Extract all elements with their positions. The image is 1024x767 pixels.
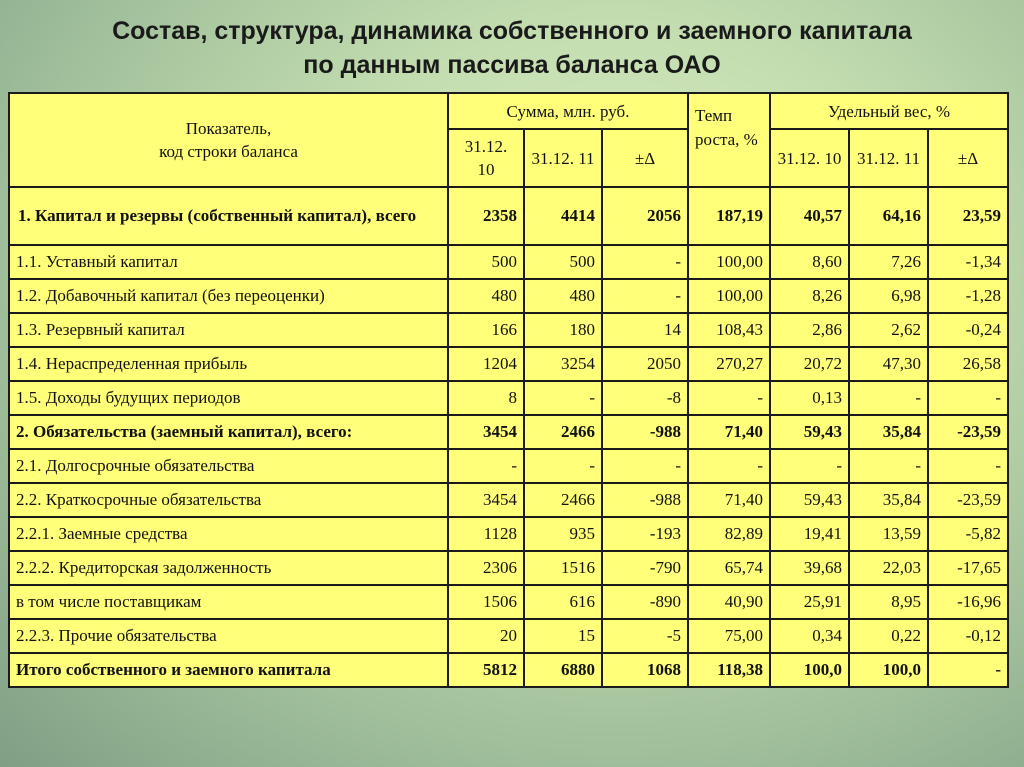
table-row: [9, 381, 1008, 415]
row-value: -988: [602, 415, 688, 449]
row-value: 480: [448, 279, 524, 313]
row-value: 3454: [448, 483, 524, 517]
row-value: -16,96: [928, 585, 1008, 619]
header-sum-2010: 31.12. 10: [448, 129, 524, 187]
row-value: -: [849, 381, 928, 415]
row-value: 5812: [448, 653, 524, 687]
row-value: 616: [524, 585, 602, 619]
row-value: 7,26: [849, 245, 928, 279]
row-label: 2. Обязательства (заемный капитал), всего:: [9, 415, 448, 449]
row-value: 64,16: [849, 187, 928, 245]
row-label: 1.5. Доходы будущих периодов: [9, 381, 448, 415]
table-row: [9, 483, 1008, 517]
row-value: -17,65: [928, 551, 1008, 585]
title-line-2: по данным пассива баланса ОАО: [303, 51, 721, 79]
row-value: 39,68: [770, 551, 849, 585]
row-value: 1506: [448, 585, 524, 619]
row-label: 1.3. Резервный капитал: [9, 313, 448, 347]
row-value: 4414: [524, 187, 602, 245]
row-value: 1516: [524, 551, 602, 585]
header-sum: Сумма, млн. руб.: [448, 93, 688, 129]
row-value: 35,84: [849, 415, 928, 449]
row-value: -193: [602, 517, 688, 551]
row-value: 47,30: [849, 347, 928, 381]
table-body: [9, 187, 1008, 687]
row-label: 2.2.3. Прочие обязательства: [9, 619, 448, 653]
row-value: 500: [448, 245, 524, 279]
row-value: 2,86: [770, 313, 849, 347]
row-value: 20: [448, 619, 524, 653]
row-value: 935: [524, 517, 602, 551]
row-value: 270,27: [688, 347, 770, 381]
row-label: 1.2. Добавочный капитал (без переоценки): [9, 279, 448, 313]
table-row: [9, 415, 1008, 449]
row-value: 2358: [448, 187, 524, 245]
row-value: 40,57: [770, 187, 849, 245]
row-value: 19,41: [770, 517, 849, 551]
row-value: 13,59: [849, 517, 928, 551]
row-value: 6880: [524, 653, 602, 687]
row-value: 82,89: [688, 517, 770, 551]
row-value: 1068: [602, 653, 688, 687]
table-row: [9, 245, 1008, 279]
row-label: 2.2.1. Заемные средства: [9, 517, 448, 551]
table-row: [9, 313, 1008, 347]
row-value: -: [928, 653, 1008, 687]
row-value: 0,34: [770, 619, 849, 653]
table-row: [9, 449, 1008, 483]
row-label: 1. Капитал и резервы (собственный капитал), всего: [9, 187, 448, 245]
table-row: [9, 517, 1008, 551]
row-value: 100,00: [688, 245, 770, 279]
row-value: 480: [524, 279, 602, 313]
row-value: -790: [602, 551, 688, 585]
row-value: -: [688, 449, 770, 483]
row-label: 2.2.2. Кредиторская задолженность: [9, 551, 448, 585]
row-value: -: [849, 449, 928, 483]
row-value: -1,28: [928, 279, 1008, 313]
row-value: 14: [602, 313, 688, 347]
row-value: 2,62: [849, 313, 928, 347]
row-label: 2.2. Краткосрочные обязательства: [9, 483, 448, 517]
row-label: 1.1. Уставный капитал: [9, 245, 448, 279]
row-label: Итого собственного и заемного капитала: [9, 653, 448, 687]
header-indicator-sub: код строки баланса: [159, 142, 298, 161]
row-value: 26,58: [928, 347, 1008, 381]
row-value: 100,0: [770, 653, 849, 687]
row-value: 166: [448, 313, 524, 347]
row-value: -: [524, 381, 602, 415]
row-value: -: [928, 381, 1008, 415]
row-value: 187,19: [688, 187, 770, 245]
row-value: 8,26: [770, 279, 849, 313]
row-value: -1,34: [928, 245, 1008, 279]
row-value: 20,72: [770, 347, 849, 381]
row-value: 500: [524, 245, 602, 279]
row-value: -988: [602, 483, 688, 517]
row-value: 3454: [448, 415, 524, 449]
table-row: [9, 347, 1008, 381]
row-value: -: [688, 381, 770, 415]
row-value: 180: [524, 313, 602, 347]
row-value: 35,84: [849, 483, 928, 517]
header-share-2011: 31.12. 11: [849, 129, 928, 187]
row-value: -: [602, 245, 688, 279]
row-value: 15: [524, 619, 602, 653]
row-value: 1128: [448, 517, 524, 551]
row-value: -: [770, 449, 849, 483]
row-value: 118,38: [688, 653, 770, 687]
row-value: 2056: [602, 187, 688, 245]
row-value: 22,03: [849, 551, 928, 585]
header-indicator: [9, 93, 448, 187]
header-growth: Темп роста, %: [688, 93, 770, 187]
table-row: [9, 279, 1008, 313]
header-sum-delta: ±Δ: [602, 129, 688, 187]
row-value: -23,59: [928, 415, 1008, 449]
row-value: 40,90: [688, 585, 770, 619]
header-share-2010: 31.12. 10: [770, 129, 849, 187]
row-value: -5: [602, 619, 688, 653]
row-value: 108,43: [688, 313, 770, 347]
row-value: 2466: [524, 483, 602, 517]
row-value: 75,00: [688, 619, 770, 653]
capital-table: [8, 92, 1009, 688]
row-value: 65,74: [688, 551, 770, 585]
row-value: -: [602, 279, 688, 313]
row-value: 2306: [448, 551, 524, 585]
slide-title: [0, 14, 1024, 82]
row-value: -23,59: [928, 483, 1008, 517]
table-row: [9, 187, 1008, 245]
header-indicator-label: Показатель,: [185, 119, 272, 138]
row-value: 71,40: [688, 483, 770, 517]
row-value: 71,40: [688, 415, 770, 449]
table-row: [9, 585, 1008, 619]
row-value: -: [524, 449, 602, 483]
row-value: -0,24: [928, 313, 1008, 347]
row-value: 2466: [524, 415, 602, 449]
row-value: 2050: [602, 347, 688, 381]
table-row: [9, 653, 1008, 687]
header-sum-2011: 31.12. 11: [524, 129, 602, 187]
row-value: 25,91: [770, 585, 849, 619]
table-row: [9, 619, 1008, 653]
row-value: -: [602, 449, 688, 483]
row-value: 59,43: [770, 483, 849, 517]
row-value: 1204: [448, 347, 524, 381]
row-value: 8: [448, 381, 524, 415]
row-label: 2.1. Долгосрочные обязательства: [9, 449, 448, 483]
row-value: -890: [602, 585, 688, 619]
title-line-1: Состав, структура, динамика собственного и заемного капитала: [112, 17, 912, 45]
header-share: Удельный вес, %: [770, 93, 1008, 129]
row-value: -8: [602, 381, 688, 415]
row-value: 0,22: [849, 619, 928, 653]
row-value: 100,00: [688, 279, 770, 313]
row-value: -0,12: [928, 619, 1008, 653]
row-value: 59,43: [770, 415, 849, 449]
header-share-delta: ±Δ: [928, 129, 1008, 187]
table-row: [9, 551, 1008, 585]
row-value: 8,60: [770, 245, 849, 279]
row-value: 0,13: [770, 381, 849, 415]
row-value: 8,95: [849, 585, 928, 619]
row-value: 6,98: [849, 279, 928, 313]
row-label: в том числе поставщикам: [9, 585, 448, 619]
row-value: 3254: [524, 347, 602, 381]
row-value: -: [448, 449, 524, 483]
row-value: -5,82: [928, 517, 1008, 551]
row-value: 23,59: [928, 187, 1008, 245]
row-value: 100,0: [849, 653, 928, 687]
row-label: 1.4. Нераспределенная прибыль: [9, 347, 448, 381]
row-value: -: [928, 449, 1008, 483]
